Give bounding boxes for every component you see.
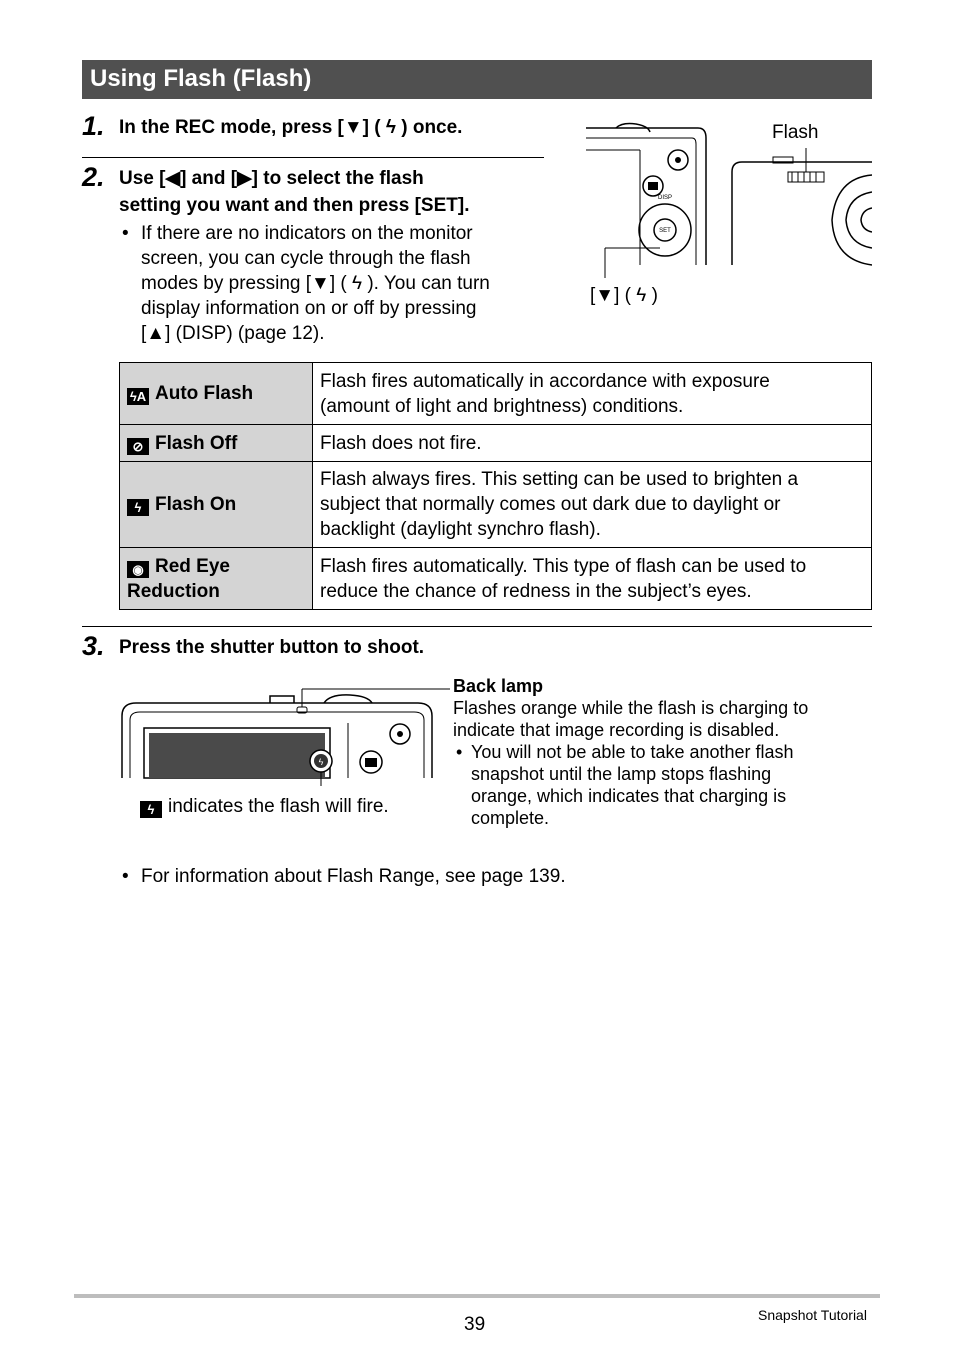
back-lamp-bullet-line3: orange, which indicates that charging is	[471, 786, 787, 806]
table-row	[120, 462, 872, 548]
step-2-bullet-line3: modes by pressing [▼] ( ϟ ). You can turn	[141, 273, 490, 294]
step-2-text-line1: Use [◀] and [▶] to select the flash	[119, 168, 424, 189]
table-row	[120, 425, 872, 462]
step-divider	[82, 626, 872, 627]
step-2-bullet-line1: If there are no indicators on the monitor	[141, 223, 473, 244]
flash-range-note: For information about Flash Range, see page 139.	[141, 866, 566, 887]
back-lamp-bullet-line1: You will not be able to take another flash	[471, 742, 794, 762]
table-row	[120, 363, 872, 425]
flash-off-icon: ⊘	[127, 438, 149, 455]
footer-section-label: Snapshot Tutorial	[758, 1307, 867, 1323]
set-label: SET	[659, 228, 671, 234]
flash-label: Flash	[772, 122, 819, 143]
mode-red-eye-desc: Flash fires automatically. This type of flash can be used to reduce the chance of redness in the subject’s eyes.	[313, 548, 872, 610]
camera-back-lamp-illustration	[118, 676, 458, 786]
step-divider	[82, 157, 544, 158]
back-lamp-bullet-line2: snapshot until the lamp stops flashing	[471, 764, 772, 784]
mode-auto-flash: ϟA Auto Flash	[120, 363, 313, 425]
bullet-dot: •	[122, 866, 129, 887]
red-eye-icon: ◉	[127, 561, 149, 578]
flash-modes-table	[119, 362, 872, 610]
camera-back-illustration	[580, 120, 872, 310]
back-lamp-bullet-line4: complete.	[471, 808, 550, 828]
footer-rule	[74, 1294, 880, 1298]
auto-flash-icon: ϟA	[127, 388, 149, 405]
page-number: 39	[464, 1314, 486, 1335]
bullet-dot: •	[122, 223, 129, 244]
mode-red-eye: ◉ Red Eye Reduction	[120, 548, 313, 610]
flash-on-icon: ϟ	[127, 499, 149, 516]
step-2-text-line2: setting you want and then press [SET].	[119, 195, 470, 216]
step-2-bullet-line5: [▲] (DISP) (page 12).	[141, 323, 325, 344]
step-1-text: In the REC mode, press [▼] ( ϟ ) once.	[119, 117, 463, 138]
step-1-number: 1.	[82, 111, 105, 141]
table-row	[120, 548, 872, 610]
mode-flash-off: ⊘ Flash Off	[120, 425, 313, 462]
back-lamp-line1: Flashes orange while the flash is charging to	[453, 698, 809, 718]
back-lamp-line2: indicate that image recording is disabled.	[453, 720, 780, 740]
step-2-bullet-line4: display information on or off by pressing	[141, 298, 477, 319]
bullet-dot: •	[456, 742, 463, 762]
mode-flash-on: ϟ Flash On	[120, 462, 313, 548]
mode-auto-flash-desc: Flash fires automatically in accordance with exposure (amount of light and brightness) conditions.	[313, 363, 872, 425]
flash-indicator-caption: indicates the flash will fire.	[168, 796, 389, 817]
flash-indicator-caption-row	[140, 796, 389, 818]
mode-flash-on-desc: Flash always fires. This setting can be used to brighten a subject that normally comes out dark due to daylight or backlight (daylight synchro flash).	[313, 462, 872, 548]
flash-on-icon: ϟ	[140, 801, 162, 818]
down-button-label: [▼] ( ϟ )	[590, 285, 658, 306]
step-2-number: 2.	[82, 162, 105, 192]
step-2-bullet-line2: screen, you can cycle through the flash	[141, 248, 471, 269]
section-title: Using Flash (Flash)	[90, 65, 312, 92]
step-3-number: 3.	[82, 631, 105, 661]
mode-flash-off-desc: Flash does not fire.	[313, 425, 872, 462]
disp-label: DISP	[657, 195, 673, 201]
back-lamp-title: Back lamp	[453, 676, 544, 696]
step-3-text: Press the shutter button to shoot.	[119, 637, 425, 658]
svg-text:ϟ: ϟ	[318, 757, 324, 767]
